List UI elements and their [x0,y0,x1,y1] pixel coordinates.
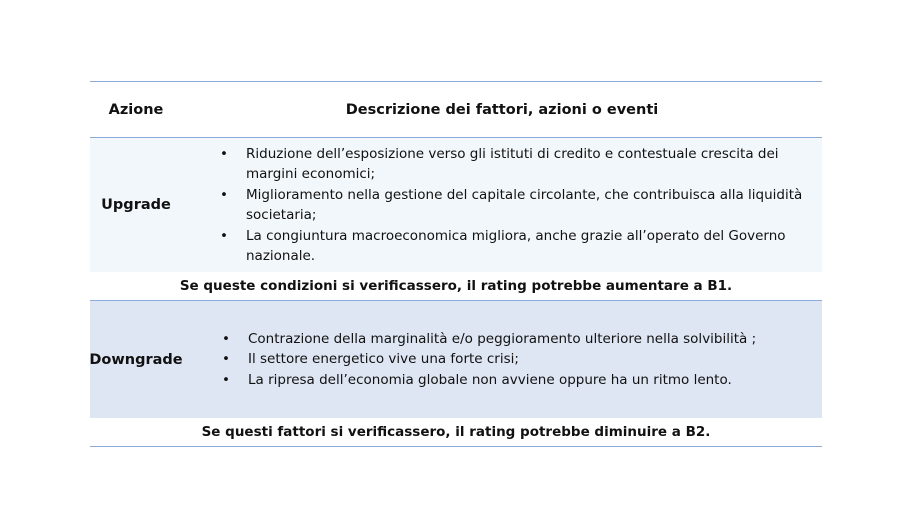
table-bottom-rule [90,446,822,447]
list-item: • Riduzione dell’esposizione verso gli istituti di credito e contestuale crescita dei margini economici; [220,144,822,185]
upgrade-row [90,138,822,272]
list-item: • Contrazione della marginalità e/o peggioramento ulteriore nella solvibilità ; [222,329,822,350]
list-item: • Miglioramento nella gestione del capitale circolante, che contribuisca alla liquidità societaria; [220,185,822,226]
downgrade-list [184,329,822,391]
table-header [90,82,822,137]
downgrade-summary: Se questi fattori si verificassero, il rating potrebbe diminuire a B2. [90,418,822,446]
list-item: • La ripresa dell’economia globale non avviene oppure ha un ritmo lento. [222,370,822,391]
header-action: Azione [108,101,164,118]
header-description: Descrizione dei fattori, azioni o eventi [345,101,659,118]
list-item: • Il settore energetico vive una forte crisi; [222,349,822,370]
rating-factors-table [90,81,822,447]
list-item: • La congiuntura macroeconomica migliora, anche grazie all’operato del Governo nazionale. [220,226,822,267]
upgrade-list [182,144,822,267]
upgrade-summary: Se queste condizioni si verificassero, il rating potrebbe aumentare a B1. [90,272,822,300]
downgrade-label: Downgrade [89,351,183,368]
upgrade-label: Upgrade [101,197,171,213]
downgrade-row [90,301,822,418]
